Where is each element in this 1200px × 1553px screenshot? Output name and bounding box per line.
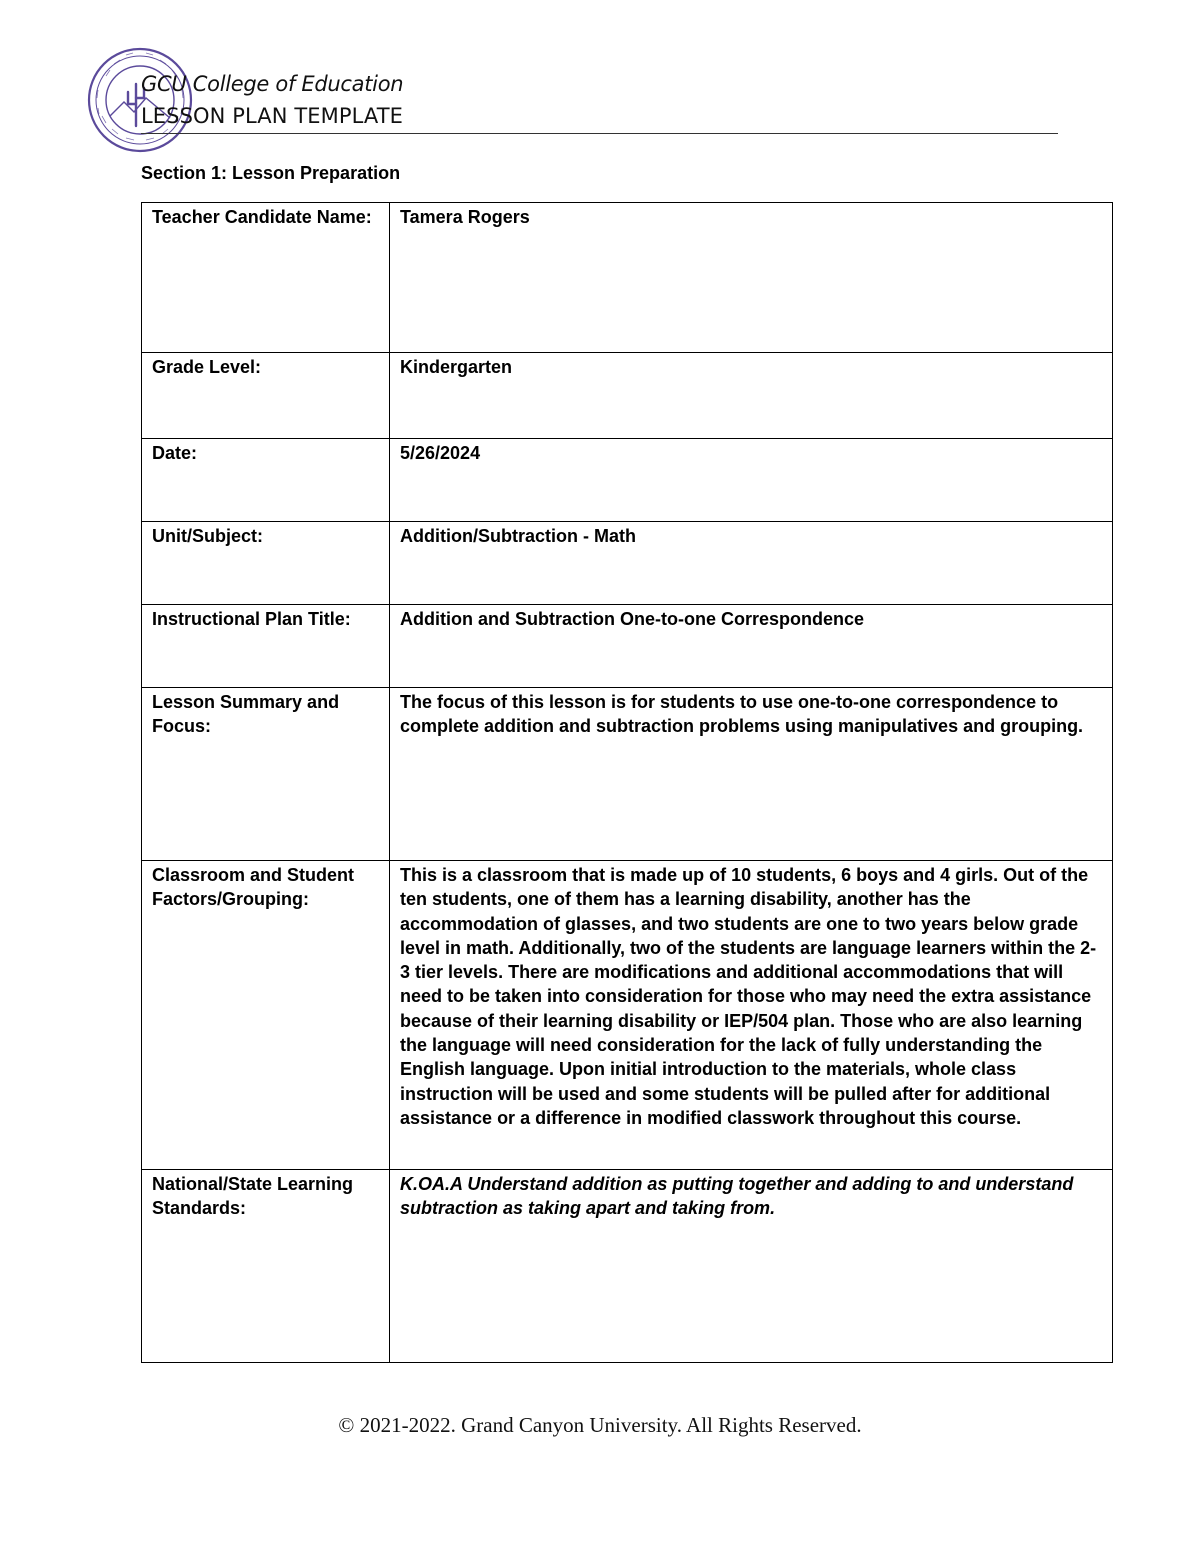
- row-label-date: Date:: [142, 439, 390, 522]
- row-value-unit-subject: Addition/Subtraction - Math: [390, 522, 1113, 605]
- row-value-lesson-summary: The focus of this lesson is for students to use one-to-one correspondence to complete addition and subtraction problems using manipulatives and grouping.: [390, 688, 1113, 861]
- row-value-learning-standards: K.OA.A Understand addition as putting together and adding to and understand subtraction as taking apart and taking from.: [390, 1170, 1113, 1363]
- row-label-instructional-plan-title: Instructional Plan Title:: [142, 605, 390, 688]
- row-value-date: 5/26/2024: [390, 439, 1113, 522]
- table-row: [142, 439, 1113, 522]
- table-row: [142, 1170, 1113, 1363]
- row-value-instructional-plan-title: Addition and Subtraction One-to-one Correspondence: [390, 605, 1113, 688]
- copyright-footer: © 2021-2022. Grand Canyon University. All Rights Reserved.: [338, 1413, 862, 1437]
- table-row: [142, 688, 1113, 861]
- table-row: [142, 203, 1113, 353]
- table-row: [142, 861, 1113, 1170]
- header-divider: [141, 133, 1058, 134]
- row-label-unit-subject: Unit/Subject:: [142, 522, 390, 605]
- row-label-learning-standards: National/State Learning Standards:: [142, 1170, 390, 1363]
- row-label-teacher-candidate-name: Teacher Candidate Name:: [142, 203, 390, 353]
- section-heading: Section 1: Lesson Preparation: [141, 163, 401, 183]
- row-label-lesson-summary: Lesson Summary and Focus:: [142, 688, 390, 861]
- university-seal-icon: [86, 46, 194, 154]
- document-title: LESSON PLAN TEMPLATE: [141, 104, 404, 128]
- college-name: GCU College of Education: [141, 72, 404, 96]
- lesson-preparation-table: [141, 202, 1113, 1363]
- row-label-classroom-factors: Classroom and Student Factors/Grouping:: [142, 861, 390, 1170]
- table-row: [142, 522, 1113, 605]
- table-row: [142, 605, 1113, 688]
- row-value-classroom-factors: This is a classroom that is made up of 10 students, 6 boys and 4 girls. Out of the ten students, one of them has a learning disability, another has the accommodation of glasses, and two students are one to two years below grade level in math. Additionally, two of the students are language learners within the 2-3 tier levels. There are modifications and additional accommodations that will need to be taken into consideration for those who may need the extra assistance because of their learning disability or IEP/504 plan. Those who are also learning the language will need consideration for the lack of fully understanding the English language. Upon initial introduction to the materials, whole class instruction will be used and some students will be pulled after for additional assistance or a difference in modified classwork throughout this course.: [390, 861, 1113, 1170]
- row-value-grade-level: Kindergarten: [390, 353, 1113, 439]
- table-row: [142, 353, 1113, 439]
- row-label-grade-level: Grade Level:: [142, 353, 390, 439]
- row-value-teacher-candidate-name: Tamera Rogers: [390, 203, 1113, 353]
